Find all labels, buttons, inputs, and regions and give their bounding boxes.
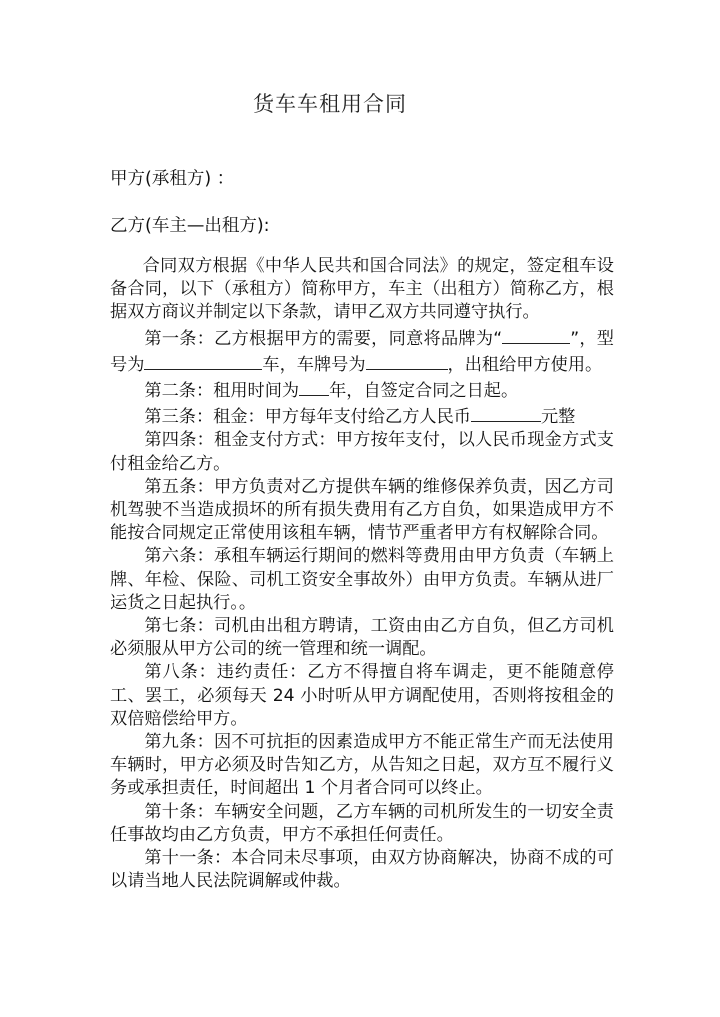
clause-4 — [110, 429, 614, 475]
clause-text: 租金支付方式：甲方按年支付，以人民币现金方式支付租金给乙方。 — [110, 430, 614, 474]
clause-label: 第二条： — [144, 381, 214, 402]
clause-text: 乙方根据甲方的需要，同意将品牌为“ — [214, 328, 503, 349]
clause-1 — [110, 325, 614, 377]
document-title: 货车车租用合同 — [253, 92, 407, 116]
clause-text: 因不可抗拒的因素造成甲方不能正常生产而无法使用车辆时，甲方必须及时告知乙方，从告知之日起，双方互不履行义务或承担责任，时间超出 1 个月者合同可以终止。 — [110, 732, 614, 799]
clause-label: 第三条： — [144, 407, 214, 428]
clause-label: 第一条： — [144, 328, 215, 349]
clause-label: 第五条： — [144, 476, 214, 497]
clause-label: 第十一条： — [144, 848, 232, 869]
clause-text: 元整 — [540, 407, 576, 428]
party-b-line: 乙方(车主—出租方): — [110, 216, 270, 236]
clause-7 — [110, 615, 614, 661]
clause-text: ”，型号为 — [110, 328, 614, 375]
clause-text: 司机由出租方聘请，工资由由乙方自负，但乙方司机必须服从甲方公司的统一管理和统一调配。 — [110, 616, 614, 660]
clause-label: 第十条： — [144, 801, 214, 822]
clause-5 — [110, 476, 614, 546]
contract-body — [110, 255, 614, 893]
clause-9 — [110, 731, 614, 801]
clause-text: 车，车牌号为 — [262, 354, 366, 375]
clause-3 — [110, 403, 614, 429]
plate-number-blank-field[interactable] — [366, 351, 448, 370]
clause-text: 承租车辆运行期间的燃料等费用由甲方负责（车辆上牌、年检、保险、司机工资安全事故外）由甲方负责。车辆从进厂运货之日起执行。。 — [110, 546, 614, 613]
clause-label: 第八条： — [144, 662, 217, 683]
clause-text: 违约责任：乙方不得擅自将车调走，更不能随意停工、罢工，必须每天 24 小时听从甲方调配使用，否则将按租金的双倍赔偿给甲方。 — [110, 662, 614, 729]
clause-label: 第九条： — [144, 732, 214, 753]
rental-years-blank-field[interactable] — [299, 377, 329, 396]
clause-label: 第四条： — [144, 430, 214, 451]
clause-text: 租用时间为 — [213, 381, 300, 402]
rent-amount-blank-field[interactable] — [471, 403, 541, 422]
clause-text: 本合同未尽事项，由双方协商解决，协商不成的可以请当地人民法院调解或仲裁。 — [110, 848, 614, 892]
clause-6 — [110, 545, 614, 615]
clause-text: 甲方负责对乙方提供车辆的维修保养负责，因乙方司机驾驶不当造成损坏的所有损失费用有乙方自负，如果造成甲方不能按合同规定正常使用该租车辆，情节严重者甲方有权解除合同。 — [110, 476, 614, 544]
clause-text: 年，自签定合同之日起。 — [329, 381, 519, 402]
party-a-line: 甲方(承租方) ： — [110, 169, 235, 189]
clause-text: 租金：甲方每年支付给乙方人民币 — [213, 407, 471, 428]
clause-text: 车辆安全问题，乙方车辆的司机所发生的一切安全责任事故均由乙方负责，甲方不承担任何责任。 — [110, 801, 614, 845]
clause-11 — [110, 847, 614, 893]
clause-10 — [110, 801, 614, 847]
preamble-paragraph: 合同双方根据《中华人民共和国合同法》的规定，签定租车设备合同，以下（承租方）简称甲方，车主（出租方）简称乙方，根据双方商议并制定以下条款，请甲乙双方共同遵守执行。 — [110, 256, 614, 323]
clause-8 — [110, 661, 614, 731]
model-blank-field[interactable] — [144, 351, 262, 370]
brand-blank-field[interactable] — [502, 325, 570, 344]
clause-2 — [110, 377, 614, 403]
clause-label: 第六条： — [144, 546, 214, 567]
clause-text: ，出租给甲方使用。 — [447, 354, 603, 375]
clause-label: 第七条： — [144, 616, 214, 637]
